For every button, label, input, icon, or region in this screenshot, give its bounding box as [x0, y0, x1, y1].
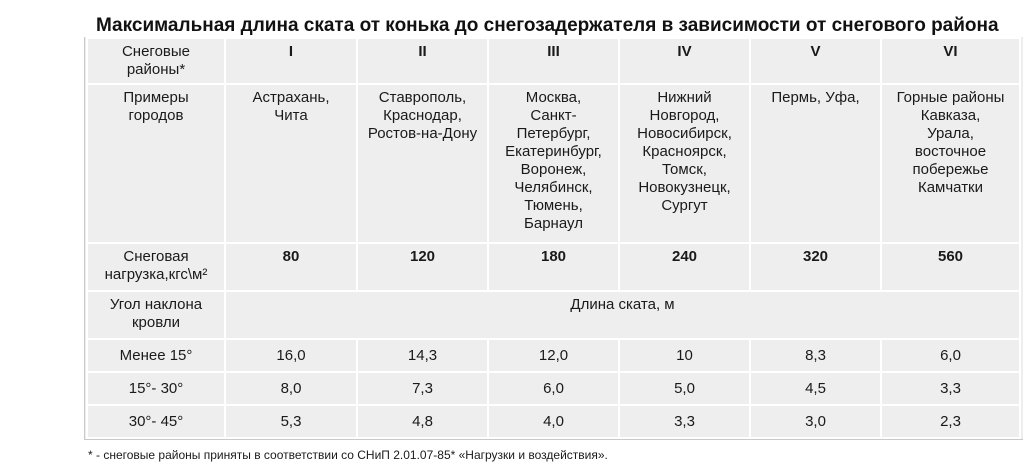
cities-cell: Горные районы Кавказа, Урала, восточное побережье Камчатки [881, 84, 1020, 243]
regions-header-label: Снеговые районы* [87, 38, 225, 84]
load-value: 120 [357, 243, 488, 291]
length-cell: 3,3 [619, 405, 750, 438]
table-title: Максимальная длина ската от конька до снегозадержателя в зависимости от снегового района [96, 15, 999, 36]
load-value: 80 [225, 243, 357, 291]
load-value: 320 [750, 243, 881, 291]
cities-cell: Москва, Санкт- Петербург, Екатеринбург, Воронеж, Челябинск, Тюмень, Барнаул [488, 84, 619, 243]
length-cell: 3,0 [750, 405, 881, 438]
region-header: I [225, 38, 357, 84]
length-cell: 5,3 [225, 405, 357, 438]
length-cell: 14,3 [357, 339, 488, 372]
length-cell: 2,3 [881, 405, 1020, 438]
table-row [87, 339, 1020, 372]
length-cell: 10 [619, 339, 750, 372]
cities-label: Примеры городов [87, 84, 225, 243]
length-cell: 4,0 [488, 405, 619, 438]
cities-row [87, 84, 1020, 243]
length-label: Длина ската, м [225, 291, 1020, 339]
angle-label: Угол наклона кровли [87, 291, 225, 339]
angle-header-row [87, 291, 1020, 339]
cities-cell: Ставрополь, Краснодар, Ростов-на-Дону [357, 84, 488, 243]
length-cell: 3,3 [881, 372, 1020, 405]
region-header: VI [881, 38, 1020, 84]
snow-load-table [86, 37, 1021, 439]
length-cell: 6,0 [881, 339, 1020, 372]
load-value: 180 [488, 243, 619, 291]
cities-cell: Астрахань, Чита [225, 84, 357, 243]
regions-row [87, 38, 1020, 84]
length-cell: 4,5 [750, 372, 881, 405]
load-value: 560 [881, 243, 1020, 291]
length-cell: 12,0 [488, 339, 619, 372]
length-cell: 8,3 [750, 339, 881, 372]
length-cell: 5,0 [619, 372, 750, 405]
table-row [87, 405, 1020, 438]
region-header: V [750, 38, 881, 84]
length-cell: 6,0 [488, 372, 619, 405]
length-cell: 16,0 [225, 339, 357, 372]
footnote: * - снеговые районы приняты в соответствии со СНиП 2.01.07-85* «Нагрузки и воздействия». [88, 448, 608, 462]
cities-cell: Нижний Новгород, Новосибирск, Красноярск, Томск, Новокузнецк, Сургут [619, 84, 750, 243]
length-cell: 4,8 [357, 405, 488, 438]
load-label: Снеговая нагрузка,кгс\м² [87, 243, 225, 291]
cities-cell: Пермь, Уфа, [750, 84, 881, 243]
angle-cell: 30°- 45° [87, 405, 225, 438]
length-cell: 7,3 [357, 372, 488, 405]
angle-cell: Менее 15° [87, 339, 225, 372]
load-row [87, 243, 1020, 291]
region-header: III [488, 38, 619, 84]
table-row [87, 372, 1020, 405]
angle-cell: 15°- 30° [87, 372, 225, 405]
region-header: II [357, 38, 488, 84]
region-header: IV [619, 38, 750, 84]
length-cell: 8,0 [225, 372, 357, 405]
load-value: 240 [619, 243, 750, 291]
